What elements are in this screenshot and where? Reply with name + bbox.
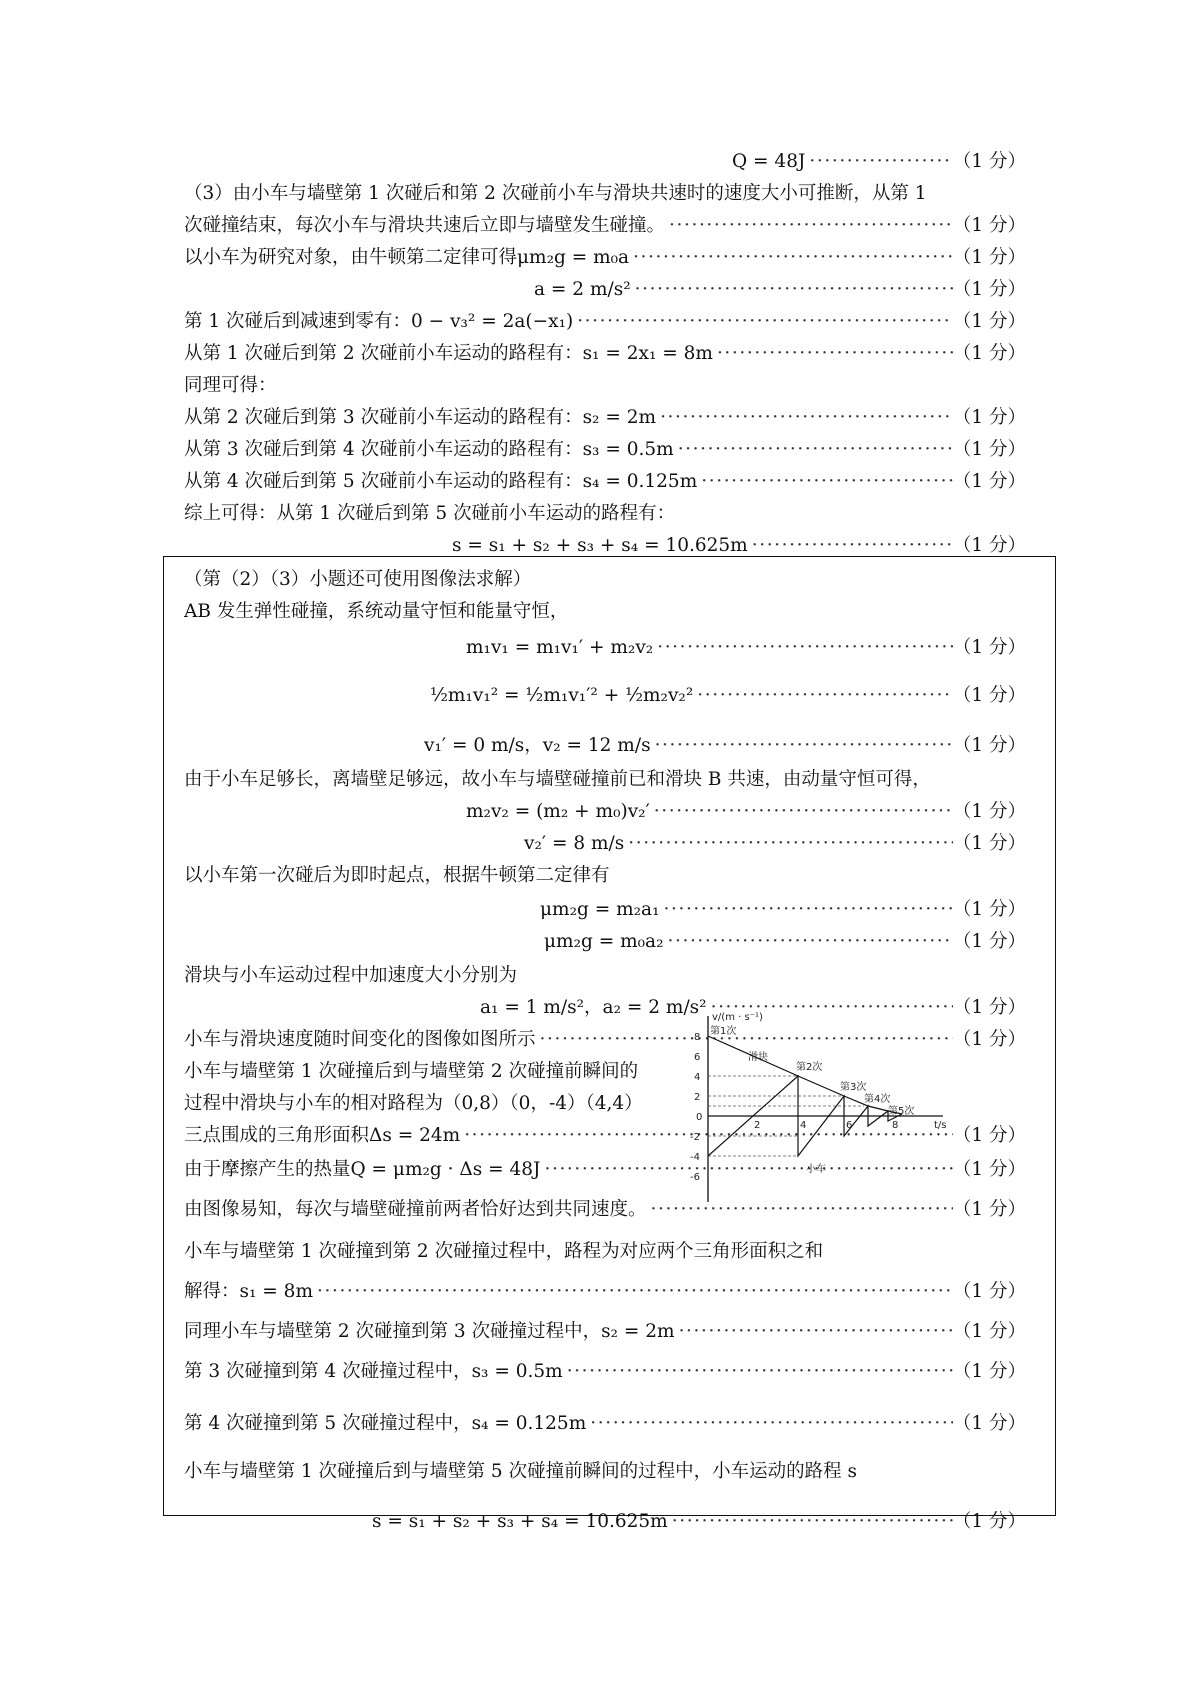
text-line	[184, 148, 1026, 176]
line-text: Q = 48J	[732, 151, 806, 172]
text-line	[184, 1238, 1026, 1266]
leader-dots	[713, 340, 953, 368]
text-line	[184, 180, 1026, 208]
text-line	[184, 1278, 1026, 1306]
line-text: 同理小车与墙壁第 2 次碰撞到第 3 次碰撞过程中，s₂ = 2m	[184, 1321, 675, 1342]
score-label: （1 分）	[952, 1199, 1026, 1220]
velocity-time-graph	[688, 1010, 958, 1210]
line-text: 以小车为研究对象，由牛顿第二定律可得μm₂g = m₀a	[184, 247, 630, 268]
leader-dots	[697, 468, 953, 496]
score-label: （1 分）	[952, 1281, 1026, 1302]
line-text: s = s₁ + s₂ + s₃ + s₄ = 10.625m	[372, 1511, 668, 1532]
line-text: （3）由小车与墙壁第 1 次碰后和第 2 次碰前小车与滑块共速时的速度大小可推断，从第 1	[184, 183, 927, 204]
line-text: v₁′ = 0 m/s，v₂ = 12 m/s	[424, 735, 651, 756]
line-text: ½m₁v₁² = ½m₁v₁′² + ½m₂v₂²	[430, 685, 694, 706]
score-label: （1 分）	[952, 637, 1026, 658]
line-text: 小车与墙壁第 1 次碰撞到第 2 次碰撞过程中，路程为对应两个三角形面积之和	[184, 1241, 824, 1262]
line-text: 滑块与小车运动过程中加速度大小分别为	[184, 965, 518, 986]
line-text: m₁v₁ = m₁v₁′ + m₂v₂	[466, 637, 654, 658]
leader-dots	[573, 308, 953, 336]
y-tick-4: 4	[694, 1072, 701, 1083]
leader-dots	[563, 1358, 953, 1386]
line-text: 小车与滑块速度随时间变化的图像如图所示	[184, 1029, 536, 1050]
leader-dots	[665, 212, 953, 240]
line-text: 第 1 次碰后到减速到零有：0 − v₃² = 2a(−x₁)	[184, 311, 574, 332]
x-tick-4: 4	[800, 1120, 807, 1131]
leader-dots	[586, 1410, 953, 1438]
score-label: （1 分）	[952, 279, 1026, 300]
y-tick-m2: -2	[690, 1132, 700, 1143]
score-label: （1 分）	[952, 1029, 1026, 1050]
score-label: （1 分）	[952, 931, 1026, 952]
y-tick-m6: -6	[690, 1172, 700, 1183]
leader-dots	[675, 1318, 953, 1346]
leader-dots	[631, 276, 953, 304]
leader-dots	[660, 896, 953, 924]
line-text: 三点围成的三角形面积Δs = 24m	[184, 1125, 461, 1146]
leader-dots	[664, 928, 953, 956]
text-line	[184, 244, 1026, 272]
leader-dots	[629, 244, 953, 272]
y-tick-labels	[690, 1032, 702, 1183]
score-label: （1 分）	[952, 1413, 1026, 1434]
y-tick-8: 8	[694, 1032, 701, 1043]
line-text: 从第 3 次碰后到第 4 次碰前小车运动的路程有：s₃ = 0.5m	[184, 439, 674, 460]
line-text: 以小车第一次碰后为即时起点，根据牛顿第二定律有	[184, 865, 610, 886]
label-first-collision: 第1次	[710, 1026, 737, 1037]
line-text: 第 4 次碰撞到第 5 次碰撞过程中，s₄ = 0.125m	[184, 1413, 587, 1434]
leader-dots	[674, 436, 953, 464]
text-line	[184, 1318, 1026, 1346]
text-line	[184, 830, 1026, 858]
leader-dots	[656, 404, 953, 432]
text-line	[184, 500, 1026, 528]
line-text: 小车与墙壁第 1 次碰撞后到与墙壁第 2 次碰撞前瞬间的	[184, 1061, 639, 1082]
y-tick-2: 2	[694, 1092, 701, 1103]
text-line	[184, 1458, 1026, 1486]
score-label: （1 分）	[952, 997, 1026, 1018]
line-text: 从第 2 次碰后到第 3 次碰前小车运动的路程有：s₂ = 2m	[184, 407, 657, 428]
score-label: （1 分）	[952, 1159, 1026, 1180]
text-line	[184, 566, 1026, 594]
line-text: 小车与墙壁第 1 次碰撞后到与墙壁第 5 次碰撞前瞬间的过程中，小车运动的路程 s	[184, 1461, 857, 1482]
line-text: （第（2）（3）小题还可使用图像法求解）	[184, 569, 532, 590]
text-line	[184, 404, 1026, 432]
text-line	[184, 862, 1026, 890]
label-car: 小车	[806, 1164, 826, 1175]
x-tick-2: 2	[754, 1120, 761, 1131]
y-tick-0: 0	[696, 1112, 703, 1123]
line-text: 综上可得：从第 1 次碰后到第 5 次碰前小车运动的路程有：	[184, 503, 676, 524]
text-line	[184, 766, 1026, 794]
line-text: μm₂g = m₀a₂	[544, 931, 664, 952]
text-line	[184, 1410, 1026, 1438]
line-text: 由图像易知，每次与墙壁碰撞前两者恰好达到共同速度。	[184, 1199, 647, 1220]
x-tick-6: 6	[846, 1120, 853, 1131]
label-fifth-collision: 第5次	[888, 1106, 915, 1117]
label-third-collision: 第3次	[840, 1082, 867, 1093]
y-tick-m4: -4	[690, 1152, 700, 1163]
leader-dots	[650, 798, 953, 826]
line-text: a₁ = 1 m/s²，a₂ = 2 m/s²	[480, 997, 707, 1018]
text-line	[184, 682, 1026, 710]
line-text: s = s₁ + s₂ + s₃ + s₄ = 10.625m	[452, 535, 748, 556]
score-label: （1 分）	[952, 439, 1026, 460]
line-text: 同理可得：	[184, 375, 277, 396]
label-slider: 滑块	[748, 1052, 768, 1063]
v-axis-label: v/(m · s⁻¹)	[712, 1012, 763, 1023]
x-tick-labels	[754, 1120, 898, 1131]
line-text: 从第 4 次碰后到第 5 次碰前小车运动的路程有：s₄ = 0.125m	[184, 471, 698, 492]
line-text: 过程中滑块与小车的相对路程为（0,8）（0，-4）（4,4）	[184, 1093, 643, 1114]
text-line	[184, 1358, 1026, 1386]
leader-dots	[651, 732, 953, 760]
line-text: 解得：s₁ = 8m	[184, 1281, 313, 1302]
text-line	[184, 308, 1026, 336]
text-line	[184, 928, 1026, 956]
leader-dots	[624, 830, 953, 858]
line-text: 由于小车足够长，离墙壁足够远，故小车与墙壁碰撞前已和滑块 B 共速，由动量守恒可得，	[184, 769, 931, 790]
text-line	[184, 896, 1026, 924]
leader-dots	[653, 634, 953, 662]
line-text: AB 发生弹性碰撞，系统动量守恒和能量守恒，	[184, 601, 569, 622]
text-line	[184, 1508, 1026, 1536]
text-line	[184, 598, 1026, 626]
t-axis-label: t/s	[934, 1120, 947, 1131]
text-line	[184, 468, 1026, 496]
text-line	[184, 340, 1026, 368]
score-label: （1 分）	[952, 215, 1026, 236]
leader-dots	[668, 1508, 953, 1536]
score-label: （1 分）	[952, 343, 1026, 364]
text-line	[184, 372, 1026, 400]
line-text: 由于摩擦产生的热量Q = μm₂g · Δs = 48J	[184, 1159, 541, 1180]
text-line	[184, 212, 1026, 240]
score-label: （1 分）	[952, 801, 1026, 822]
score-label: （1 分）	[952, 247, 1026, 268]
score-label: （1 分）	[952, 1321, 1026, 1342]
score-label: （1 分）	[952, 899, 1026, 920]
text-line	[184, 732, 1026, 760]
text-line	[184, 962, 1026, 990]
text-line	[184, 436, 1026, 464]
leader-dots	[313, 1278, 953, 1306]
score-label: （1 分）	[952, 735, 1026, 756]
label-second-collision: 第2次	[796, 1062, 823, 1073]
score-label: （1 分）	[952, 407, 1026, 428]
score-label: （1 分）	[952, 151, 1026, 172]
text-line	[184, 798, 1026, 826]
line-text: a = 2 m/s²	[534, 279, 631, 300]
score-label: （1 分）	[952, 833, 1026, 854]
line-text: μm₂g = m₂a₁	[540, 899, 660, 920]
line-text: 次碰撞结束，每次小车与滑块共速后立即与墙壁发生碰撞。	[184, 215, 666, 236]
score-label: （1 分）	[952, 1361, 1026, 1382]
y-tick-6: 6	[694, 1052, 701, 1063]
score-label: （1 分）	[952, 1125, 1026, 1146]
score-label: （1 分）	[952, 311, 1026, 332]
score-label: （1 分）	[952, 1511, 1026, 1532]
leader-dots	[805, 148, 952, 176]
line-text: 第 3 次碰撞到第 4 次碰撞过程中，s₃ = 0.5m	[184, 1361, 563, 1382]
label-fourth-collision: 第4次	[864, 1094, 891, 1105]
line-text: m₂v₂ = (m₂ + m₀)v₂′	[466, 801, 650, 822]
line-text: 从第 1 次碰后到第 2 次碰前小车运动的路程有：s₁ = 2x₁ = 8m	[184, 343, 713, 364]
leader-dots	[693, 682, 953, 710]
line-text: v₂′ = 8 m/s	[524, 833, 625, 854]
text-line	[184, 276, 1026, 304]
x-tick-8: 8	[892, 1120, 899, 1131]
score-label: （1 分）	[952, 535, 1026, 556]
text-line	[184, 634, 1026, 662]
score-label: （1 分）	[952, 685, 1026, 706]
score-label: （1 分）	[952, 471, 1026, 492]
